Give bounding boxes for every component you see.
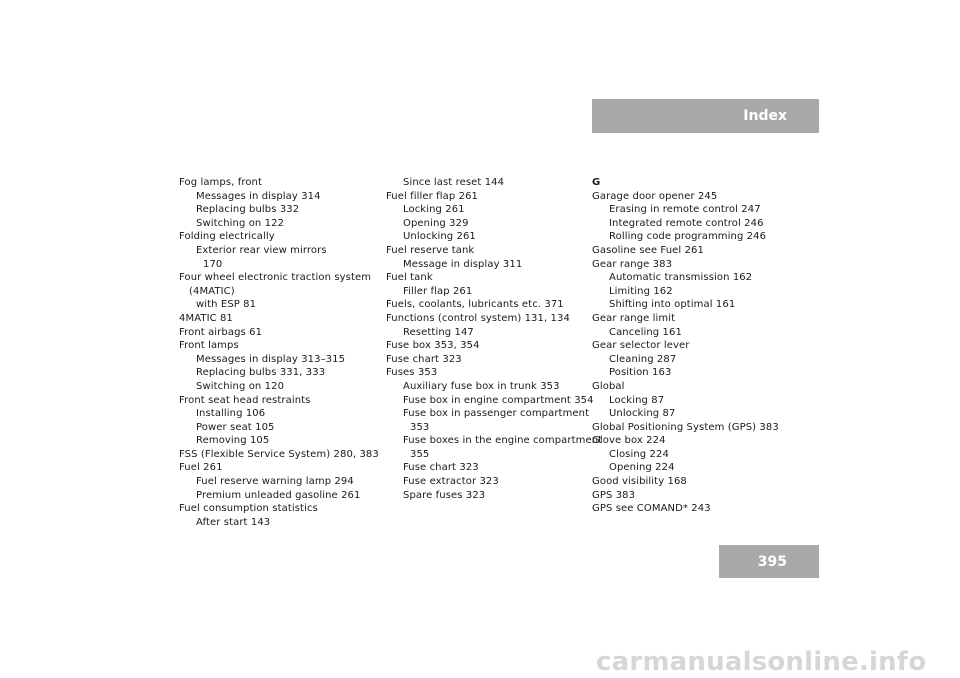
index-column-1: [179, 176, 379, 529]
index-entry: Switching on 120: [196, 380, 285, 392]
index-entry: Fuel filler flap 261: [386, 190, 478, 202]
index-entry: Front airbags 61: [179, 326, 263, 338]
index-entry: Functions (control system) 131, 134: [386, 312, 570, 324]
index-section-letter: G: [592, 177, 601, 188]
index-entry: Gear range 383: [592, 258, 673, 270]
index-entry: Fuse box in engine compartment 354: [403, 394, 594, 406]
page-number-tab: [719, 545, 819, 578]
index-entry: Good visibility 168: [592, 476, 687, 488]
index-entry: Four wheel electronic traction system: [179, 272, 372, 284]
index-entry: Unlocking 87: [609, 408, 676, 420]
index-entry: Fuel 261: [179, 462, 223, 474]
index-entry: Front seat head restraints: [179, 394, 311, 406]
index-entry: Message in display 311: [403, 258, 523, 270]
index-entry: Switching on 122: [196, 217, 285, 229]
index-entry: Auxiliary fuse box in trunk 353: [403, 380, 560, 392]
index-entry: After start 143: [196, 516, 271, 528]
index-entry: Locking 261: [403, 204, 465, 216]
index-entry: Cleaning 287: [609, 353, 677, 365]
index-entry: Opening 224: [609, 462, 675, 474]
index-entry: Integrated remote control 246: [609, 217, 764, 229]
index-entry: Fuels, coolants, lubricants etc. 371: [386, 299, 564, 311]
page-number: 395: [757, 553, 787, 570]
index-entry: Installing 106: [196, 408, 266, 420]
index-entry: Locking 87: [609, 394, 665, 406]
index-entry: Fuse chart 323: [403, 462, 479, 474]
index-entry: 170: [203, 258, 223, 270]
index-entry: Folding electrically: [179, 231, 275, 243]
index-entry: Fuses 353: [386, 367, 438, 379]
index-entry: Messages in display 313–315: [196, 353, 346, 365]
index-entry: Gasoline see Fuel 261: [592, 244, 704, 256]
index-entry: Fuse box in passenger compartment: [403, 408, 590, 420]
index-entry: Front lamps: [179, 340, 239, 352]
index-header-tab: [592, 99, 819, 133]
watermark-text: carmanualsonline.info: [596, 647, 927, 677]
index-entry: Canceling 161: [609, 326, 682, 338]
index-entry: 4MATIC 81: [179, 312, 233, 324]
index-entry: Since last reset 144: [403, 177, 505, 188]
index-entry: 353: [410, 421, 430, 433]
index-entry: Filler flap 261: [403, 285, 473, 297]
index-entry: Removing 105: [196, 435, 270, 447]
index-entry: Gear range limit: [592, 312, 676, 324]
index-entry: Shifting into optimal 161: [609, 299, 736, 311]
index-entry: Fuse box 353, 354: [386, 340, 480, 352]
index-entry: GPS 383: [592, 489, 636, 501]
index-entry: Replacing bulbs 331, 333: [196, 367, 326, 379]
index-entry: Premium unleaded gasoline 261: [196, 489, 361, 501]
index-entry: Fog lamps, front: [179, 177, 262, 188]
index-entry: Global: [592, 380, 625, 392]
index-entry: Fuel consumption statistics: [179, 503, 318, 515]
index-entry: 355: [410, 448, 430, 460]
index-entry: (4MATIC): [189, 285, 235, 297]
index-entry: with ESP 81: [196, 299, 257, 311]
index-entry: Fuel reserve warning lamp 294: [196, 476, 354, 488]
index-entry: Exterior rear view mirrors: [196, 244, 327, 256]
index-entry: Glove box 224: [592, 435, 666, 447]
index-entry: Power seat 105: [196, 421, 275, 433]
index-entry: Fuse chart 323: [386, 353, 462, 365]
header-title: Index: [743, 108, 787, 124]
index-entry: Spare fuses 323: [403, 489, 486, 501]
index-entry: GPS see COMAND* 243: [592, 503, 711, 515]
index-entry: FSS (Flexible Service System) 280, 383: [179, 448, 379, 460]
index-entry: Fuse extractor 323: [403, 476, 499, 488]
index-entry: Fuse boxes in the engine compartment: [403, 435, 603, 447]
index-entry: Rolling code programming 246: [609, 231, 767, 243]
index-column-2: [386, 176, 603, 502]
index-entry: Gear selector lever: [592, 340, 690, 352]
index-entry: Garage door opener 245: [592, 190, 718, 202]
index-entry: Position 163: [609, 367, 672, 379]
index-entry: Fuel reserve tank: [386, 244, 475, 256]
index-column-3: [592, 176, 792, 516]
index-entry: Limiting 162: [609, 285, 673, 297]
index-entry: Closing 224: [609, 448, 669, 460]
index-entry: Resetting 147: [403, 326, 474, 338]
index-entry: Global Positioning System (GPS) 383: [592, 421, 779, 433]
index-entry: Messages in display 314: [196, 190, 321, 202]
index-entry: Erasing in remote control 247: [609, 204, 761, 216]
index-entry: Replacing bulbs 332: [196, 204, 300, 216]
index-entry: Opening 329: [403, 217, 469, 229]
index-entry: Fuel tank: [386, 272, 433, 284]
index-entry: Automatic transmission 162: [609, 272, 753, 284]
index-entry: Unlocking 261: [403, 231, 476, 243]
